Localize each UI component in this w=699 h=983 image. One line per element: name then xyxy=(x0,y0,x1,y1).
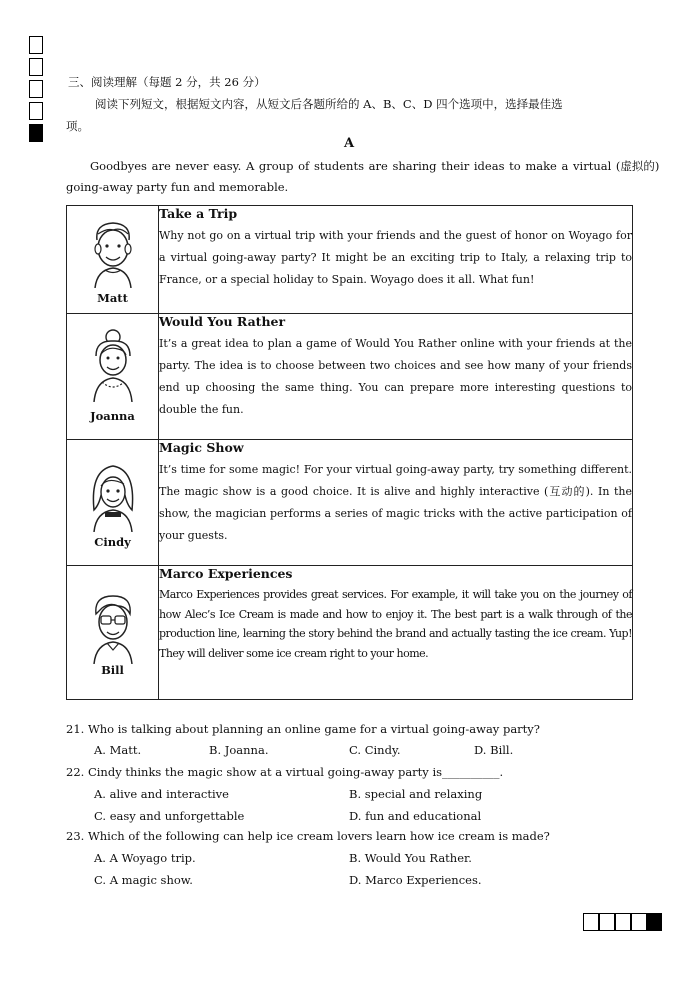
idea-title: Take a Trip xyxy=(159,206,238,221)
idea-body: It’s time for some magic! For your virtual going-away party, try something different. The magic show is a good choice. It is alive and highly interactive (互动的). In the show, the magician performs a series of magic tricks with the active participation of your guests. xyxy=(159,463,632,542)
instruction-line: 项。 xyxy=(66,119,89,133)
ideas-table xyxy=(66,205,633,700)
portrait-cell xyxy=(67,566,159,700)
corner-box xyxy=(631,913,647,931)
option[interactable]: B. special and relaxing xyxy=(349,787,483,801)
portrait-cell xyxy=(67,206,159,314)
question-stem: 21. Who is talking about planning an online game for a virtual going-away party? xyxy=(66,722,540,736)
margin-box xyxy=(29,102,43,120)
table-row xyxy=(67,314,633,440)
idea-body: It’s a great idea to plan a game of Would You Rather online with your friends at the party. The idea is to choose between two choices and see how many of your friends end up choosing the same thing. You can prepare more interesting questions to double the fun. xyxy=(159,337,632,416)
margin-box xyxy=(29,36,43,54)
portrait-cell xyxy=(67,314,159,440)
option[interactable]: C. Cindy. xyxy=(349,743,401,757)
option[interactable]: D. fun and educational xyxy=(349,809,482,823)
question-stem: 23. Which of the following can help ice cream lovers learn how ice cream is made? xyxy=(66,829,550,843)
margin-box-filled xyxy=(29,124,43,142)
option[interactable]: B. Would You Rather. xyxy=(349,851,472,865)
table-row xyxy=(67,206,633,314)
student-name: Matt xyxy=(97,291,128,305)
corner-box xyxy=(599,913,615,931)
corner-box xyxy=(615,913,631,931)
student-name: Cindy xyxy=(94,535,131,549)
section-heading: 三、阅读理解（每题 2 分，共 26 分） xyxy=(68,75,266,89)
passage-letter: A xyxy=(344,136,355,151)
option[interactable]: B. Joanna. xyxy=(209,743,269,757)
idea-body: Marco Experiences provides great services. For example, it will take you on the journey of how Alec’s Ice Cream is made and how to enjoy it. The best part is a walk through of the production line, learning the story behind the brand and actually tasting the ice cream. Yup! They will deliver some ice cream right to your home. xyxy=(159,588,632,660)
corner-box xyxy=(583,913,599,931)
option[interactable]: A. alive and interactive xyxy=(94,787,229,801)
idea-cell xyxy=(159,440,633,566)
option[interactable]: C. easy and unforgettable xyxy=(94,809,245,823)
idea-cell xyxy=(159,314,633,440)
portrait-cell xyxy=(67,440,159,566)
passage-intro: going-away party fun and memorable. xyxy=(66,180,289,194)
girl-portrait-icon xyxy=(86,460,140,532)
girl-portrait-icon xyxy=(88,328,138,402)
idea-title: Marco Experiences xyxy=(159,566,293,581)
idea-cell xyxy=(159,206,633,314)
idea-title: Magic Show xyxy=(159,440,244,455)
idea-title: Would You Rather xyxy=(159,314,286,329)
boy-portrait-icon xyxy=(85,218,141,288)
margin-box xyxy=(29,80,43,98)
table-row xyxy=(67,440,633,566)
passage-intro: Goodbyes are never easy. A group of students are sharing their ideas to make a virtual (虚拟的) xyxy=(90,159,660,173)
idea-cell xyxy=(159,566,633,700)
option[interactable]: D. Marco Experiences. xyxy=(349,873,482,887)
student-name: Bill xyxy=(101,663,124,677)
corner-box-filled xyxy=(647,913,662,931)
margin-box xyxy=(29,58,43,76)
boy-with-glasses-portrait-icon xyxy=(88,592,138,664)
table-row xyxy=(67,566,633,700)
instruction-line: 阅读下列短文，根据短文内容，从短文后各题所给的 A、B、C、D 四个选项中，选择最佳选 xyxy=(95,97,563,111)
option[interactable]: D. Bill. xyxy=(474,743,514,757)
question-stem: 22. Cindy thinks the magic show at a virtual going-away party is__________. xyxy=(66,765,504,779)
option[interactable]: C. A magic show. xyxy=(94,873,193,887)
idea-body: Why not go on a virtual trip with your friends and the guest of honor on Woyago for a virtual going-away party? It might be an exciting trip to Italy, a relaxing trip to France, or a special holiday to Spain. Woyago does it all. What fun! xyxy=(159,229,632,286)
option[interactable]: A. A Woyago trip. xyxy=(94,851,196,865)
option[interactable]: A. Matt. xyxy=(94,743,142,757)
student-name: Joanna xyxy=(90,409,135,423)
